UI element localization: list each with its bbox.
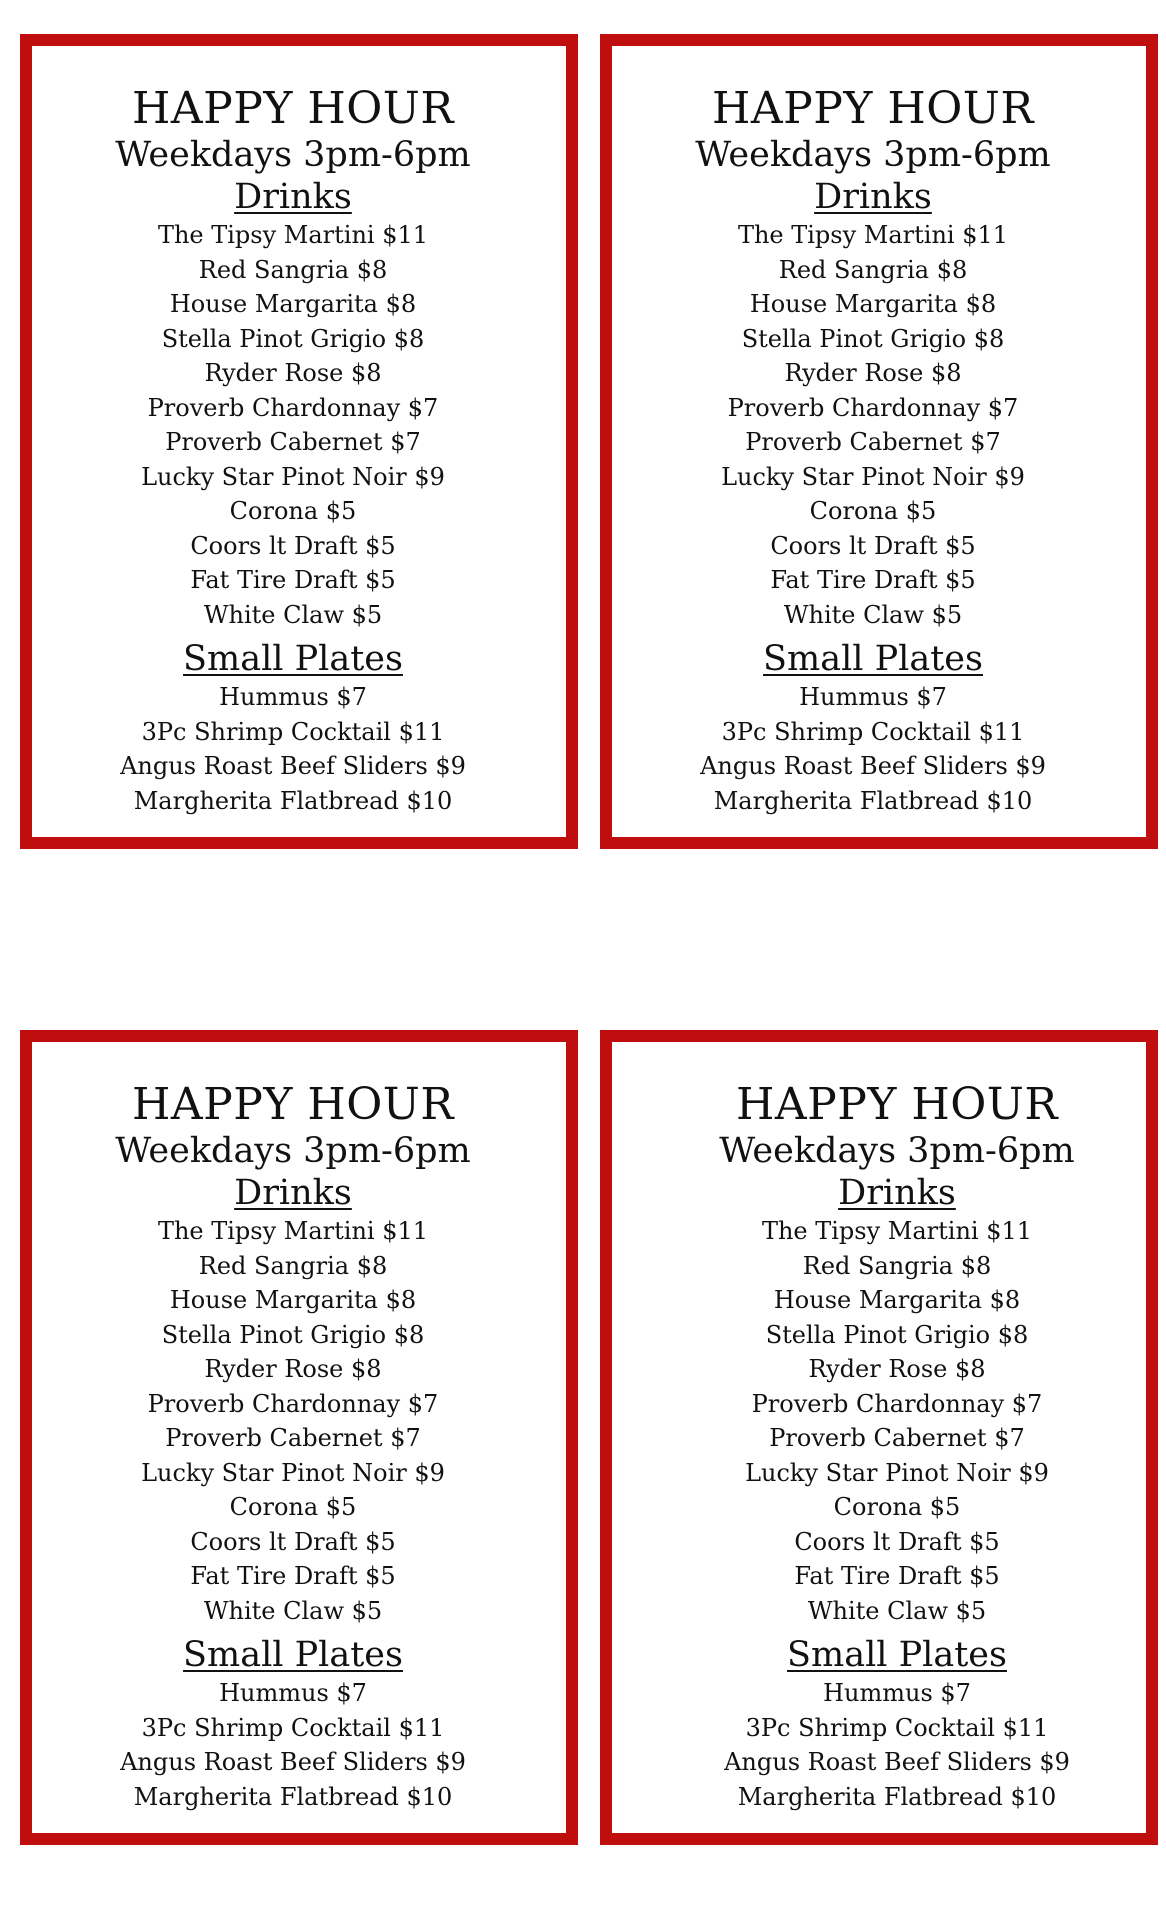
- card-content: [612, 46, 1134, 837]
- small-plates-heading: Small Plates: [787, 1635, 1007, 1675]
- drink-item: House Margarita $8: [169, 1286, 417, 1314]
- drink-item: Proverb Chardonnay $7: [727, 393, 1019, 422]
- card-content: [32, 46, 554, 837]
- card-subtitle: Weekdays 3pm-6pm: [115, 1131, 471, 1171]
- drink-item: Fat Tire Draft $5: [794, 1562, 1000, 1590]
- drinks-heading: Drinks: [838, 1173, 956, 1213]
- drink-item: Corona $5: [833, 1493, 961, 1521]
- card-title: HAPPY HOUR: [131, 83, 455, 134]
- card-title: HAPPY HOUR: [711, 83, 1035, 134]
- small-plates-list: [32, 1676, 554, 1814]
- plate-item: Hummus $7: [219, 683, 367, 711]
- plate-item: Angus Roast Beef Sliders $9: [120, 1748, 466, 1776]
- card-content: [32, 1042, 554, 1833]
- drink-item: White Claw $5: [783, 600, 963, 629]
- drink-item: Coors lt Draft $5: [794, 1527, 1000, 1556]
- drinks-list: [612, 218, 1134, 632]
- drink-item: The Tipsy Martini $11: [737, 221, 1009, 249]
- card-content: [648, 1042, 1146, 1833]
- drink-item: Red Sangria $8: [802, 1251, 992, 1280]
- drinks-list: [648, 1214, 1146, 1628]
- plate-item: Angus Roast Beef Sliders $9: [700, 752, 1046, 780]
- plate-item: Margherita Flatbread $10: [713, 786, 1033, 815]
- drink-item: Fat Tire Draft $5: [770, 566, 976, 594]
- small-plates-heading: Small Plates: [763, 639, 983, 679]
- drink-item: Corona $5: [809, 497, 937, 525]
- drink-item: White Claw $5: [203, 600, 383, 629]
- plate-item: Angus Roast Beef Sliders $9: [724, 1748, 1070, 1776]
- plate-item: 3Pc Shrimp Cocktail $11: [745, 1713, 1049, 1742]
- drink-item: The Tipsy Martini $11: [157, 221, 429, 249]
- drink-item: Red Sangria $8: [778, 255, 968, 284]
- plate-item: Hummus $7: [823, 1679, 971, 1707]
- drink-item: The Tipsy Martini $11: [157, 1217, 429, 1245]
- plate-item: 3Pc Shrimp Cocktail $11: [141, 717, 445, 746]
- drink-item: Lucky Star Pinot Noir $9: [141, 462, 445, 491]
- drink-item: Lucky Star Pinot Noir $9: [721, 462, 1025, 491]
- drink-item: Coors lt Draft $5: [770, 531, 976, 560]
- plate-item: 3Pc Shrimp Cocktail $11: [721, 717, 1025, 746]
- drink-item: Corona $5: [229, 497, 357, 525]
- small-plates-heading: Small Plates: [183, 639, 403, 679]
- happy-hour-card: [600, 1030, 1158, 1845]
- card-subtitle: Weekdays 3pm-6pm: [695, 135, 1051, 175]
- drink-item: Ryder Rose $8: [784, 359, 962, 387]
- drink-item: House Margarita $8: [749, 290, 997, 318]
- small-plates-heading: Small Plates: [183, 1635, 403, 1675]
- plate-item: Angus Roast Beef Sliders $9: [120, 752, 466, 780]
- drink-item: House Margarita $8: [773, 1286, 1021, 1314]
- small-plates-list: [32, 680, 554, 818]
- happy-hour-card: [20, 34, 578, 849]
- drink-item: Stella Pinot Grigio $8: [161, 324, 425, 353]
- happy-hour-card: [600, 34, 1158, 849]
- card-title: HAPPY HOUR: [735, 1079, 1059, 1130]
- plate-item: 3Pc Shrimp Cocktail $11: [141, 1713, 445, 1742]
- drink-item: Proverb Chardonnay $7: [751, 1389, 1043, 1418]
- drink-item: Lucky Star Pinot Noir $9: [141, 1458, 445, 1487]
- drink-item: White Claw $5: [203, 1596, 383, 1625]
- drinks-list: [32, 218, 554, 632]
- drink-item: Proverb Cabernet $7: [769, 1424, 1025, 1452]
- drink-item: Red Sangria $8: [198, 1251, 388, 1280]
- plate-item: Margherita Flatbread $10: [133, 786, 453, 815]
- drink-item: Ryder Rose $8: [204, 1355, 382, 1383]
- plate-item: Hummus $7: [799, 683, 947, 711]
- card-subtitle: Weekdays 3pm-6pm: [719, 1131, 1075, 1171]
- plate-item: Hummus $7: [219, 1679, 367, 1707]
- drink-item: Fat Tire Draft $5: [190, 566, 396, 594]
- drink-item: Proverb Cabernet $7: [165, 428, 421, 456]
- drink-item: White Claw $5: [807, 1596, 987, 1625]
- drink-item: Fat Tire Draft $5: [190, 1562, 396, 1590]
- plate-item: Margherita Flatbread $10: [737, 1782, 1057, 1811]
- drinks-heading: Drinks: [234, 1173, 352, 1213]
- drink-item: Red Sangria $8: [198, 255, 388, 284]
- drinks-list: [32, 1214, 554, 1628]
- drink-item: Stella Pinot Grigio $8: [765, 1320, 1029, 1349]
- drink-item: The Tipsy Martini $11: [761, 1217, 1033, 1245]
- drinks-heading: Drinks: [814, 177, 932, 217]
- card-subtitle: Weekdays 3pm-6pm: [115, 135, 471, 175]
- drinks-heading: Drinks: [234, 177, 352, 217]
- plate-item: Margherita Flatbread $10: [133, 1782, 453, 1811]
- drink-item: Proverb Chardonnay $7: [147, 393, 439, 422]
- drink-item: House Margarita $8: [169, 290, 417, 318]
- drink-item: Ryder Rose $8: [808, 1355, 986, 1383]
- drink-item: Proverb Cabernet $7: [745, 428, 1001, 456]
- happy-hour-card: [20, 1030, 578, 1845]
- drink-item: Corona $5: [229, 1493, 357, 1521]
- drink-item: Stella Pinot Grigio $8: [741, 324, 1005, 353]
- drink-item: Coors lt Draft $5: [190, 531, 396, 560]
- drink-item: Ryder Rose $8: [204, 359, 382, 387]
- card-title: HAPPY HOUR: [131, 1079, 455, 1130]
- drink-item: Coors lt Draft $5: [190, 1527, 396, 1556]
- drink-item: Lucky Star Pinot Noir $9: [745, 1458, 1049, 1487]
- small-plates-list: [612, 680, 1134, 818]
- drink-item: Proverb Cabernet $7: [165, 1424, 421, 1452]
- drink-item: Proverb Chardonnay $7: [147, 1389, 439, 1418]
- small-plates-list: [648, 1676, 1146, 1814]
- drink-item: Stella Pinot Grigio $8: [161, 1320, 425, 1349]
